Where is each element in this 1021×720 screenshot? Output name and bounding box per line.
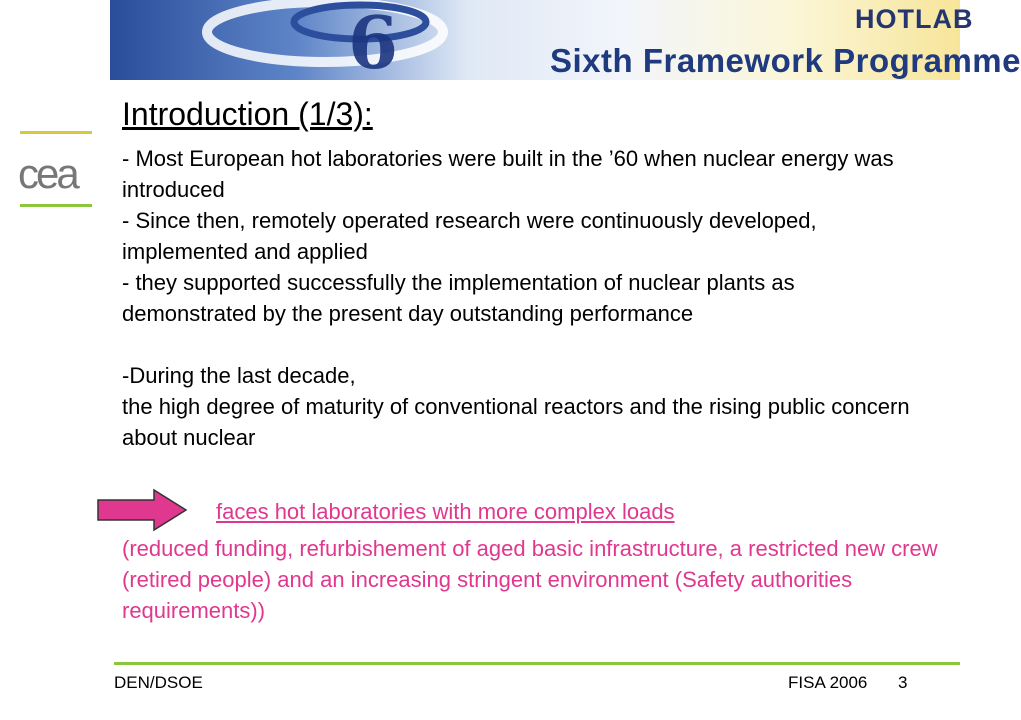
body-line-2: - Since then, remotely operated research were continuously developed, implemented and applied bbox=[122, 208, 817, 264]
body-line-1: - Most European hot laboratories were built in the ’60 when nuclear energy was introduced bbox=[122, 146, 894, 202]
footer-event: FISA 2006 bbox=[788, 673, 868, 692]
footer-department: DEN/DSOE bbox=[114, 673, 203, 692]
body-line-5: the high degree of maturity of conventional reactors and the rising public concern about nuclear bbox=[122, 394, 910, 450]
footer-divider bbox=[114, 662, 960, 665]
page-number: 3 bbox=[898, 673, 908, 692]
logo-top-line bbox=[20, 131, 92, 134]
pointer-arrow-icon bbox=[96, 488, 192, 532]
project-tag: HOTLAB bbox=[855, 4, 974, 34]
pink-line-1: (reduced funding, refurbishement of aged basic infrastructure, a restricted new crew (retired people) and an increasing stringent environment (Safety authorities requirements)) bbox=[122, 536, 938, 623]
slide-body bbox=[122, 143, 922, 453]
body-line-4: -During the last decade, bbox=[122, 363, 356, 388]
pink-details bbox=[122, 533, 942, 626]
highlight-statement: faces hot laboratories with more complex loads bbox=[216, 499, 675, 524]
logo-bottom-line bbox=[20, 204, 92, 207]
header-banner bbox=[110, 0, 1021, 85]
cea-logo: cea bbox=[18, 150, 77, 197]
programme-label: Sixth Framework Programme bbox=[550, 42, 1021, 79]
body-line-3: - they supported successfully the implementation of nuclear plants as demonstrated by the present day outstanding performance bbox=[122, 270, 795, 326]
slide-title: Introduction (1/3): bbox=[122, 96, 373, 132]
svg-text:6: 6 bbox=[348, 0, 399, 85]
